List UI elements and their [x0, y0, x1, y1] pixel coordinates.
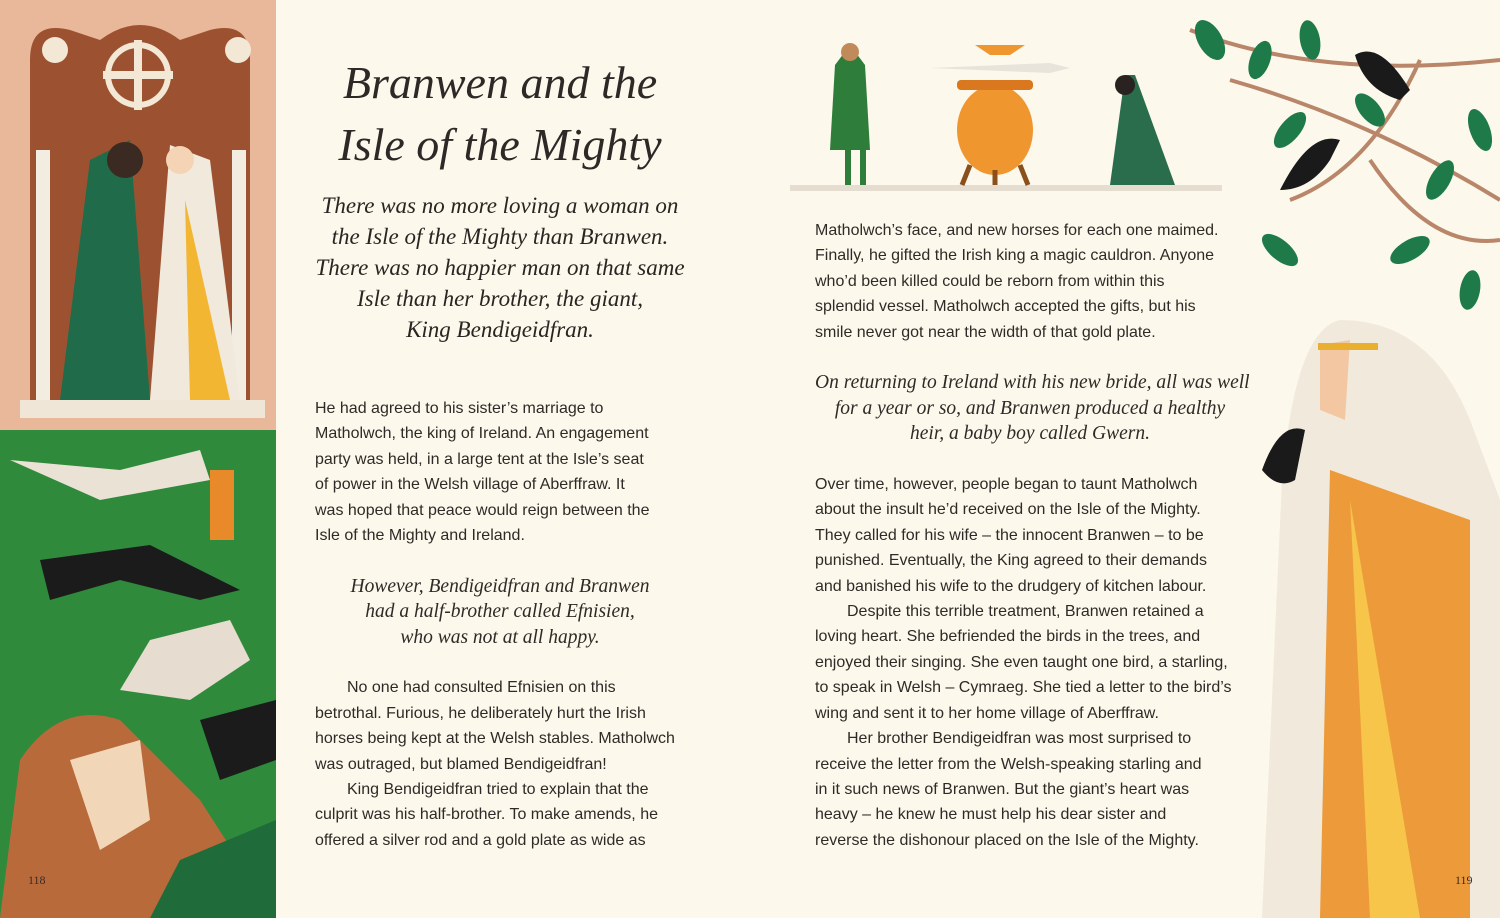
paragraph — [315, 396, 685, 548]
cauldron-illustration — [790, 30, 1230, 195]
text-line: reverse the dishonour placed on the Isle of the Mighty. — [815, 831, 1199, 849]
text-line: splendid vessel. Matholwch accepted the gifts, but his — [815, 298, 1196, 316]
text-line: receive the letter from the Welsh-speaking starling and — [815, 755, 1202, 773]
paragraph — [815, 218, 1245, 345]
text-line: punished. Eventually, the King agreed to their demands — [815, 552, 1207, 570]
text-line: heir, a baby boy called Gwern. — [910, 423, 1150, 445]
text-line: Matholwch, the king of Ireland. An engagement — [315, 425, 649, 443]
intro-line: Isle than her brother, the giant, — [357, 286, 643, 311]
text-line: about the insult he’d received on the Isle of the Mighty. — [815, 501, 1201, 519]
text-line: However, Bendigeidfran and Branwen — [350, 575, 650, 597]
text-line: horses being kept at the Welsh stables. Matholwch — [315, 730, 675, 748]
text-line: culprit was his half-brother. To make amends, he — [315, 806, 658, 824]
pull-quote — [315, 574, 685, 650]
text-line: for a year or so, and Branwen produced a healthy — [834, 397, 1226, 419]
chapter-title — [300, 52, 700, 176]
text-line: Despite this terrible treatment, Branwen retained a — [847, 603, 1204, 621]
left-text-column — [315, 396, 685, 853]
title-line: Branwen and the — [342, 57, 658, 108]
text-line: loving heart. She befriended the birds in the trees, and — [815, 628, 1201, 646]
text-line: They called for his wife – the innocent Branwen – to be — [815, 526, 1204, 544]
page-number-left: 118 — [28, 873, 46, 887]
text-line: smile never got near the width of that gold plate. — [815, 323, 1156, 341]
paragraph — [315, 777, 685, 853]
intro-line: There was no happier man on that same — [315, 255, 685, 280]
text-line: On returning to Ireland with his new bride, all was well — [815, 372, 1250, 394]
text-line: was hoped that peace would reign between the — [315, 501, 650, 519]
paragraph — [315, 675, 685, 777]
text-line: in it such news of Branwen. But the giant’s heart was — [815, 780, 1190, 798]
text-line: to speak in Welsh – Cymraeg. She tied a letter to the bird’s — [815, 679, 1232, 697]
text-line: of power in the Welsh village of Aberffraw. It — [315, 476, 625, 494]
right-text-column — [815, 218, 1250, 853]
text-line: offered a silver rod and a gold plate as wide as — [315, 831, 646, 849]
title-line: Isle of the Mighty — [338, 119, 662, 170]
paragraph-gap — [815, 345, 1245, 370]
text-line: and banished his wife to the drudgery of kitchen labour. — [815, 577, 1207, 595]
left-illustration — [0, 0, 276, 918]
page-number-right: 119 — [1455, 873, 1473, 887]
paragraph — [815, 726, 1245, 853]
intro-line: the Isle of the Mighty than Branwen. — [331, 224, 669, 249]
text-line: was outraged, but blamed Bendigeidfran! — [315, 755, 607, 773]
text-line: enjoyed their singing. She even taught one bird, a starling, — [815, 653, 1228, 671]
starling-icon — [1355, 52, 1410, 100]
paragraph-gap — [315, 548, 685, 573]
paragraph — [815, 472, 1245, 599]
text-line: who’d been killed could be reborn from within this — [815, 272, 1165, 290]
intro-paragraph — [300, 190, 700, 345]
paragraph — [815, 599, 1245, 726]
intro-line: King Bendigeidfran. — [406, 317, 594, 342]
text-line: Her brother Bendigeidfran was most surprised to — [847, 730, 1192, 748]
pull-quote — [815, 370, 1250, 446]
text-line: party was held, in a large tent at the Isle’s seat — [315, 450, 644, 468]
text-line: wing and sent it to her home village of Aberffraw. — [815, 704, 1159, 722]
text-line: Isle of the Mighty and Ireland. — [315, 527, 525, 545]
starling-icon — [1280, 139, 1340, 190]
intro-line: There was no more loving a woman on — [321, 193, 679, 218]
text-line: betrothal. Furious, he deliberately hurt the Irish — [315, 704, 646, 722]
text-line: He had agreed to his sister’s marriage to — [315, 400, 604, 417]
text-line: Matholwch’s face, and new horses for each one maimed. — [815, 222, 1219, 239]
text-line: Finally, he gifted the Irish king a magic cauldron. Anyone — [815, 247, 1215, 265]
text-line: who was not at all happy. — [400, 626, 600, 648]
text-line: had a half-brother called Efnisien, — [365, 601, 635, 623]
paragraph-gap — [815, 447, 1245, 472]
text-line: No one had consulted Efnisien on this — [347, 679, 616, 697]
text-line: Over time, however, people began to taunt Matholwch — [815, 476, 1198, 494]
text-line: heavy – he knew he must help his dear sister and — [815, 806, 1167, 824]
paragraph-gap — [315, 650, 685, 675]
text-line: King Bendigeidfran tried to explain that the — [347, 781, 649, 799]
